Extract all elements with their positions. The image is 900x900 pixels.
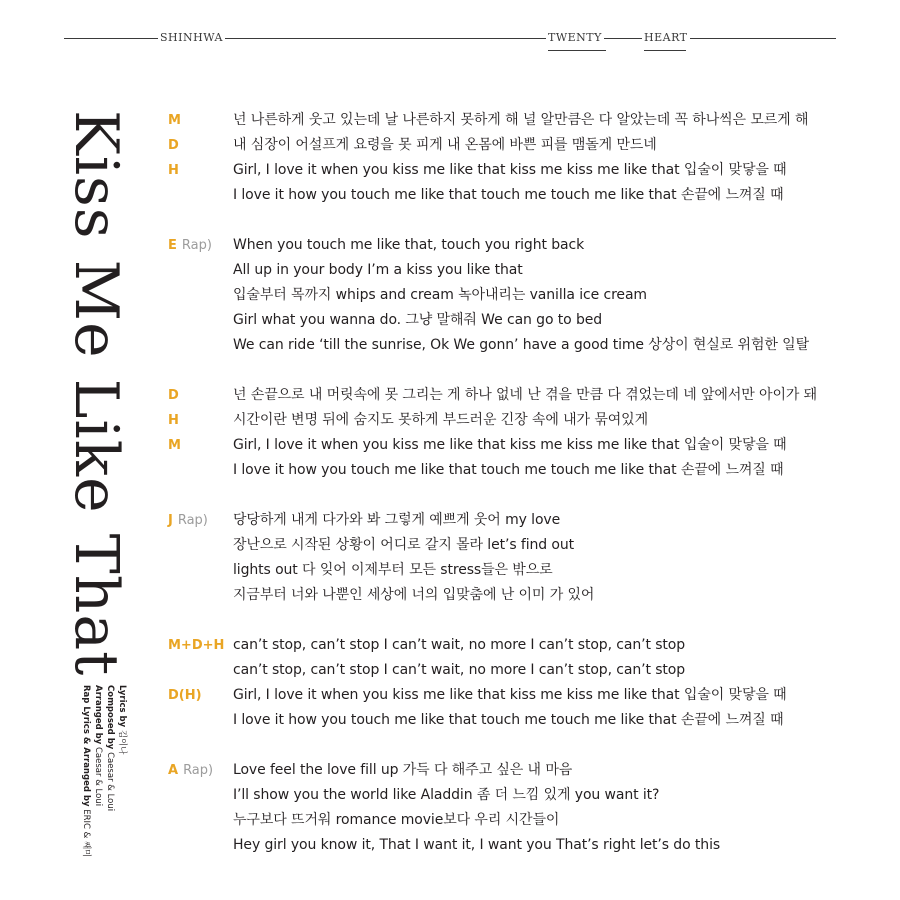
singer-name: A: [168, 763, 179, 778]
singer-label: [168, 433, 181, 458]
header-mid-label: TWENTY: [548, 31, 602, 44]
singer-label: [168, 508, 208, 533]
lyric-text: 지금부터 너와 나뿐인 세상에 너의 입맞춤에 난 이미 가 있어: [233, 587, 595, 603]
lyric-text: I love it how you touch me like that touch me touch me like that 손끝에 느껴질 때: [233, 712, 784, 728]
lyric-text: Girl, I love it when you kiss me like that kiss me kiss me like that 입술이 맞닿을 때: [233, 687, 787, 703]
lyric-line: [0, 108, 900, 133]
header-right-label: HEART: [644, 31, 688, 44]
lyric-text: I’ll show you the world like Aladdin 좀 더 느낌 있게 you want it?: [233, 787, 660, 803]
lyric-line: [0, 458, 900, 483]
singer-name: D(H): [168, 688, 202, 703]
singer-name: D: [168, 388, 179, 403]
lyric-verse: [0, 233, 900, 358]
lyric-text: 넌 나른하게 웃고 있는데 날 나른하지 못하게 해 널 알만큼은 다 알았는데 꼭 하나씩은 모르게 해: [233, 112, 809, 128]
header-mid-underline: [548, 50, 606, 51]
credit-line: Arranged by Caesar & Loui: [93, 685, 103, 807]
lyric-line: [0, 783, 900, 808]
lyric-verse: [0, 383, 900, 483]
lyric-text: can’t stop, can’t stop I can’t wait, no more I can’t stop, can’t stop: [233, 662, 686, 678]
lyric-text: 입술부터 목까지 whips and cream 녹아내리는 vanilla ice cream: [233, 287, 647, 303]
lyric-line: [0, 233, 900, 258]
lyric-text: We can ride ‘till the sunrise, Ok We gonn’ have a good time 상상이 현실로 위험한 일탈: [233, 337, 809, 353]
singer-name: H: [168, 413, 179, 428]
credit-line: Lyrics by 김이나: [117, 685, 127, 755]
credit-line: Rap Lyrics & Arranged by ERIC & 쌔미: [81, 685, 91, 858]
lyric-text: Love feel the love fill up 가득 다 해주고 싶은 내 마음: [233, 762, 573, 778]
rap-tag: Rap): [183, 763, 214, 778]
lyric-line: [0, 283, 900, 308]
singer-name: D: [168, 138, 179, 153]
lyric-line: [0, 558, 900, 583]
singer-name: H: [168, 163, 179, 178]
lyric-line: [0, 583, 900, 608]
lyric-text: I love it how you touch me like that touch me touch me like that 손끝에 느껴질 때: [233, 187, 784, 203]
singer-label: [168, 133, 179, 158]
rap-tag: Rap): [181, 238, 212, 253]
lyric-verse: [0, 108, 900, 208]
lyric-text: 장난으로 시작된 상황이 어디로 갈지 몰라 let’s find out: [233, 537, 575, 553]
lyric-line: [0, 158, 900, 183]
singer-label: [168, 408, 179, 433]
lyric-line: [0, 808, 900, 833]
lyric-line: [0, 258, 900, 283]
lyric-text: Girl, I love it when you kiss me like that kiss me kiss me like that 입술이 맞닿을 때: [233, 162, 787, 178]
singer-label: [168, 683, 202, 708]
lyric-text: can’t stop, can’t stop I can’t wait, no more I can’t stop, can’t stop: [233, 637, 686, 653]
credit-line: Composed by Caesar & Loui: [105, 685, 115, 812]
header-right-underline: [644, 50, 686, 51]
lyric-verse: [0, 758, 900, 858]
singer-name: E: [168, 238, 177, 253]
lyric-text: All up in your body I’m a kiss you like that: [233, 262, 523, 278]
singer-label: [168, 233, 212, 258]
lyric-line: [0, 183, 900, 208]
lyric-line: [0, 383, 900, 408]
lyric-line: [0, 308, 900, 333]
singer-label: [168, 158, 179, 183]
singer-label: [168, 758, 213, 783]
lyric-line: [0, 708, 900, 733]
lyric-line: [0, 533, 900, 558]
lyric-text: 당당하게 내게 다가와 봐 그렇게 예쁘게 웃어 my love: [233, 512, 561, 528]
singer-name: M: [168, 113, 181, 128]
lyric-text: lights out 다 잊어 이제부터 모든 stress들은 밖으로: [233, 562, 553, 578]
lyric-text: Girl, I love it when you kiss me like that kiss me kiss me like that 입술이 맞닿을 때: [233, 437, 787, 453]
lyric-verse: [0, 633, 900, 733]
lyric-line: [0, 508, 900, 533]
lyric-line: [0, 683, 900, 708]
lyric-text: 누구보다 뜨거워 romance movie보다 우리 시간들이: [233, 812, 560, 828]
lyric-text: 시간이란 변명 뒤에 숨지도 못하게 부드러운 긴장 속에 내가 묶여있게: [233, 412, 649, 428]
rap-tag: Rap): [177, 513, 208, 528]
lyric-text: 넌 손끝으로 내 머릿속에 못 그리는 게 하나 없네 난 겪을 만큼 다 겪었는데 네 앞에서만 아이가 돼: [233, 387, 818, 403]
singer-label: [168, 108, 181, 133]
singer-name: J: [168, 513, 173, 528]
lyric-line: [0, 758, 900, 783]
singer-name: M: [168, 438, 181, 453]
lyrics-body: [0, 108, 900, 883]
lyric-line: [0, 833, 900, 858]
lyric-line: [0, 658, 900, 683]
singer-name: M+D+H: [168, 638, 225, 653]
song-title: Kiss Me Like That: [61, 110, 131, 677]
lyric-text: I love it how you touch me like that touch me touch me like that 손끝에 느껴질 때: [233, 462, 784, 478]
singer-label: [168, 633, 224, 658]
lyric-line: [0, 333, 900, 358]
lyric-text: When you touch me like that, touch you right back: [233, 237, 585, 253]
lyric-text: 내 심장이 어설프게 요령을 못 피게 내 온몸에 바쁜 피를 맴돌게 만드네: [233, 137, 657, 153]
lyric-text: Hey girl you know it, That I want it, I want you That’s right let’s do this: [233, 837, 721, 853]
lyric-line: [0, 433, 900, 458]
singer-label: [168, 383, 179, 408]
lyric-line: [0, 633, 900, 658]
lyric-line: [0, 133, 900, 158]
lyric-text: Girl what you wanna do. 그냥 말해줘 We can go to bed: [233, 312, 603, 328]
lyric-verse: [0, 508, 900, 608]
header-left-label: SHINHWA: [160, 31, 223, 44]
lyric-line: [0, 408, 900, 433]
